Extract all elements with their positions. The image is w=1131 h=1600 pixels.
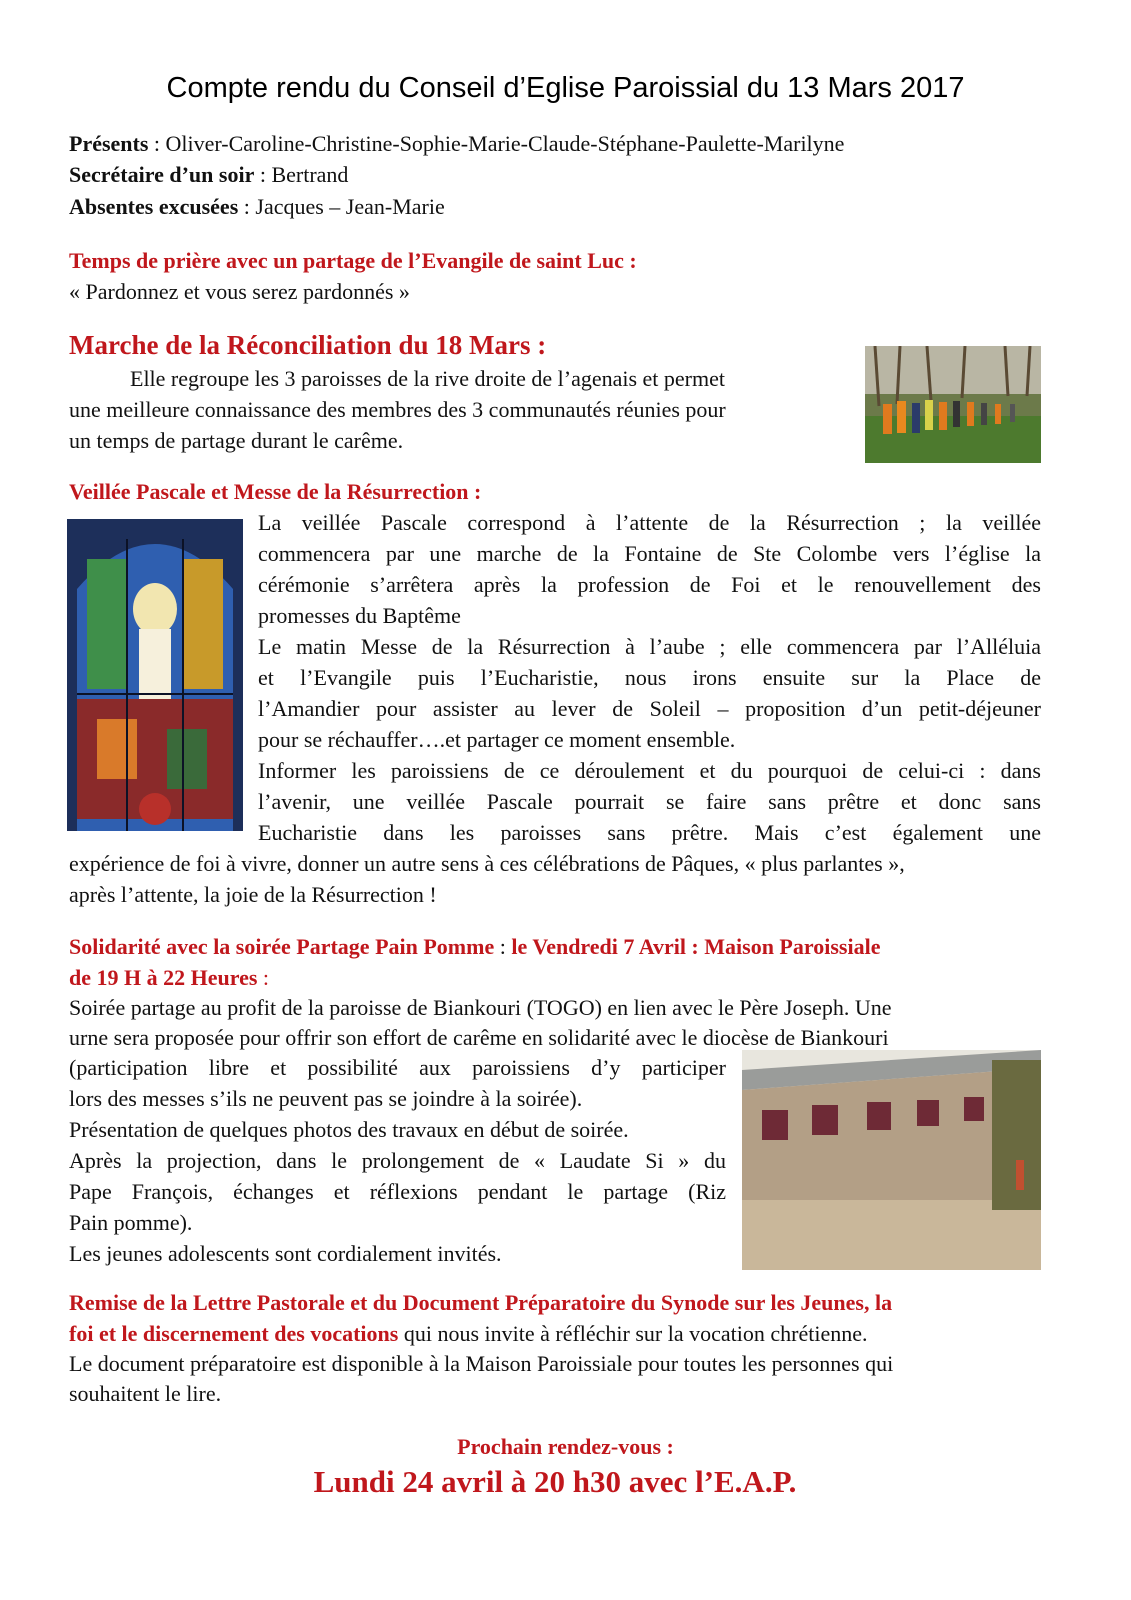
solidarite-sep-1: : [494,934,512,959]
veillee-line: l’avenir, une veillée Pascale pourrait se faire sans prêtre et donc sans [258,789,1041,814]
solidarite-heading-line-1 [69,931,880,962]
marche-heading: Marche de la Réconciliation du 18 Mars : [69,330,547,360]
solidarite-heading-b: le Vendredi 7 Avril : Maison Paroissiale [511,934,881,959]
stained-glass-image [67,519,243,831]
veillee-line: Eucharistie dans les paroisses sans prêtre. Mais c’est également une [258,820,1041,845]
remise-line-4: souhaitent le lire. [69,1381,222,1406]
marche-line-2: une meilleure connaissance des membres des 3 communautés réunies pour [69,397,726,422]
veillee-full-line-2: après l’attente, la joie de la Résurrection ! [69,882,437,907]
absent-label: Absentes excusées [69,194,239,219]
marche-line-3: un temps de partage durant le carême. [69,428,404,453]
secretary-value: : Bertrand [254,162,349,187]
veillee-line: Informer les paroissiens de ce déroulement et du pourquoi de celui-ci : dans [258,758,1041,783]
prayer-quote: « Pardonnez et vous serez pardonnés » [69,279,410,304]
veillee-wrapped-text [258,507,1041,848]
remise-line-2 [69,1318,868,1349]
remise-rest-2: qui nous invite à réfléchir sur la vocation chrétienne. [398,1321,868,1346]
presents-value: : Oliver-Caroline-Christine-Sophie-Marie-Claude-Stéphane-Paulette-Marilyne [148,131,845,156]
remise-heading-line-1: Remise de la Lettre Pastorale et du Document Préparatoire du Synode sur les Jeunes, la [69,1290,893,1315]
veillee-heading: Veillée Pascale et Messe de la Résurrection : [69,479,482,504]
solidarite-line: Présentation de quelques photos des travaux en début de soirée. [69,1117,629,1142]
presents-line [69,128,844,159]
solidarite-line: Pape François, échanges et réflexions pendant le partage (Riz [69,1179,726,1204]
walkers-photo [865,346,1041,463]
building-photo [742,1050,1041,1270]
solidarite-wrapped-text [69,1052,726,1269]
prayer-heading: Temps de prière avec un partage de l’Evangile de saint Luc : [69,248,637,273]
veillee-line: l’Amandier pour assister au lever de Soleil – proposition d’un petit-déjeuner [258,696,1041,721]
solidarite-line: Les jeunes adolescents sont cordialement invités. [69,1241,502,1266]
solidarite-line: (participation libre et possibilité aux paroissiens d’y participer [69,1055,726,1080]
solidarite-heading-a: Solidarité avec la soirée Partage Pain Pomme [69,934,495,959]
remise-heading-2: foi et le discernement des vocations [69,1321,399,1346]
veillee-line: et l’Evangile puis l’Eucharistie, nous irons ensuite sur la Place de [258,665,1041,690]
veillee-line: pour se réchauffer….et partager ce moment ensemble. [258,727,736,752]
secretary-label: Secrétaire d’un soir [69,162,255,187]
solidarite-line: lors des messes s’ils ne peuvent pas se joindre à la soirée). [69,1086,583,1111]
solidarite-sep-2: : [257,965,270,990]
page-title: Compte rendu du Conseil d’Eglise Paroissial du 13 Mars 2017 [166,72,965,104]
veillee-full-line-1: expérience de foi à vivre, donner un autre sens à ces célébrations de Pâques, « plus parlantes », [69,851,905,876]
solidarite-full-line-2: urne sera proposée pour offrir son effort de carême en solidarité avec le diocèse de Biankouri [69,1025,889,1050]
absent-value: : Jacques – Jean-Marie [238,194,445,219]
veillee-line: Le matin Messe de la Résurrection à l’aube ; elle commencera par l’Alléluia [258,634,1041,659]
marche-line-1: Elle regroupe les 3 paroisses de la rive droite de l’agenais et permet [130,366,725,391]
next-meeting-label: Prochain rendez-vous : [457,1434,674,1459]
secretary-line [69,159,348,190]
veillee-line: cérémonie s’arrêtera après la profession de Foi et le renouvellement des [258,572,1041,597]
remise-line-3: Le document préparatoire est disponible à la Maison Paroissiale pour toutes les personnes qui [69,1351,894,1376]
solidarite-heading-line-2 [69,962,269,993]
veillee-line: La veillée Pascale correspond à l’attente de la Résurrection ; la veillée [258,510,1041,535]
next-meeting-date: Lundi 24 avril à 20 h30 avec l’E.A.P. [313,1464,797,1499]
solidarite-line: Après la projection, dans le prolongement de « Laudate Si » du [69,1148,726,1173]
solidarite-full-line-1: Soirée partage au profit de la paroisse de Biankouri (TOGO) en lien avec le Père Joseph. Une [69,995,892,1020]
solidarite-line: Pain pomme). [69,1210,193,1235]
absent-line [69,191,445,222]
veillee-line: promesses du Baptême [258,603,461,628]
solidarite-heading-c: de 19 H à 22 Heures [69,965,258,990]
presents-label: Présents [69,131,149,156]
veillee-line: commencera par une marche de la Fontaine de Ste Colombe vers l’église la [258,541,1041,566]
